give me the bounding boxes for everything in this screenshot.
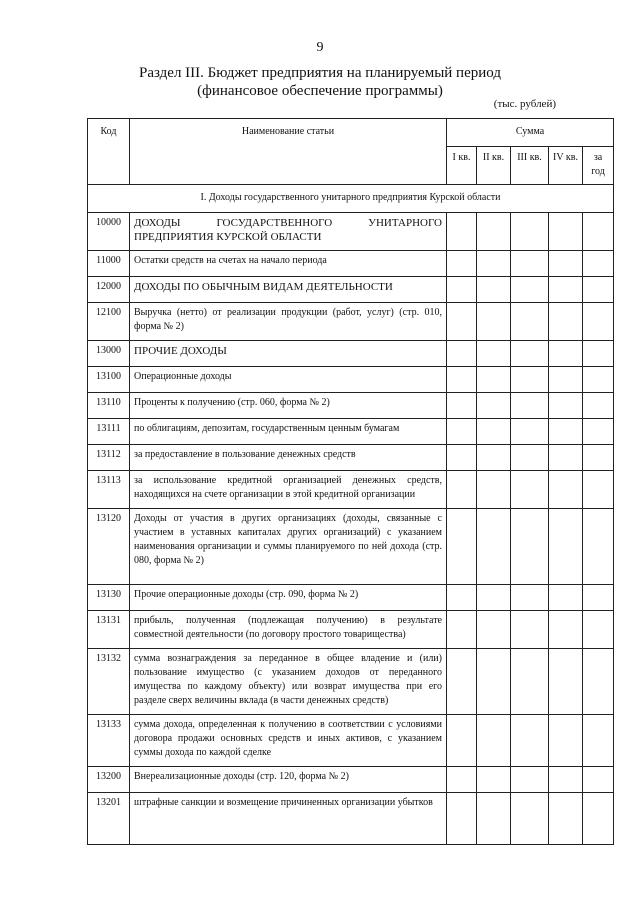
header-q4: IV кв.	[549, 147, 583, 185]
value-cell	[583, 251, 614, 277]
value-cell	[583, 793, 614, 845]
value-cell	[583, 471, 614, 509]
value-cell	[583, 213, 614, 251]
value-cell	[511, 649, 549, 715]
table-row	[88, 251, 614, 277]
value-cell	[447, 277, 477, 303]
header-year-line-1: за	[593, 152, 603, 163]
value-cell	[447, 611, 477, 649]
value-cell	[511, 585, 549, 611]
row-code: 12100	[88, 303, 130, 341]
row-name: Операционные доходы	[130, 367, 447, 393]
value-cell	[583, 277, 614, 303]
value-cell	[477, 213, 511, 251]
value-cell	[583, 767, 614, 793]
row-code: 13130	[88, 585, 130, 611]
value-cell	[511, 471, 549, 509]
value-cell	[549, 341, 583, 367]
row-name: штрафные санкции и возмещение причиненных организации убытков	[130, 793, 447, 845]
row-code: 13110	[88, 393, 130, 419]
value-cell	[583, 303, 614, 341]
value-cell	[549, 251, 583, 277]
value-cell	[447, 393, 477, 419]
row-name: Остатки средств на счетах на начало периода	[130, 251, 447, 277]
row-code: 13120	[88, 509, 130, 585]
row-name: Доходы от участия в других организациях (доходы, связанные с участием в уставных капиталах других организаций) с указанием наименования организации и суммы планируемого по ней дохода (стр. 080, форма № 2)	[130, 509, 447, 585]
units-label: (тыс. рублей)	[493, 98, 556, 110]
table-row	[88, 367, 614, 393]
table-row	[88, 393, 614, 419]
value-cell	[447, 419, 477, 445]
value-cell	[511, 213, 549, 251]
table-row	[88, 767, 614, 793]
value-cell	[549, 611, 583, 649]
value-cell	[447, 585, 477, 611]
value-cell	[447, 303, 477, 341]
value-cell	[549, 213, 583, 251]
value-cell	[447, 715, 477, 767]
table-row	[88, 213, 614, 251]
value-cell	[447, 767, 477, 793]
value-cell	[447, 341, 477, 367]
value-cell	[447, 793, 477, 845]
value-cell	[447, 251, 477, 277]
value-cell	[583, 419, 614, 445]
row-name: Прочие операционные доходы (стр. 090, форма № 2)	[130, 585, 447, 611]
row-name: ДОХОДЫ ПО ОБЫЧНЫМ ВИДАМ ДЕЯТЕЛЬНОСТИ	[130, 277, 447, 303]
header-year	[583, 147, 614, 185]
header-q1: I кв.	[447, 147, 477, 185]
row-code: 13132	[88, 649, 130, 715]
row-code: 13111	[88, 419, 130, 445]
row-name: за предоставление в пользование денежных средств	[130, 445, 447, 471]
value-cell	[477, 649, 511, 715]
row-name: ПРОЧИЕ ДОХОДЫ	[130, 341, 447, 367]
value-cell	[549, 509, 583, 585]
value-cell	[511, 341, 549, 367]
row-name: Выручка (нетто) от реализации продукции (работ, услуг) (стр. 010, форма № 2)	[130, 303, 447, 341]
row-code: 13100	[88, 367, 130, 393]
value-cell	[583, 393, 614, 419]
row-code: 13000	[88, 341, 130, 367]
value-cell	[511, 251, 549, 277]
budget-table	[87, 118, 614, 845]
value-cell	[549, 303, 583, 341]
value-cell	[477, 445, 511, 471]
row-code: 11000	[88, 251, 130, 277]
row-name: за использование кредитной организацией денежных средств, находящихся на счете организации в этой кредитной организации	[130, 471, 447, 509]
table-row	[88, 341, 614, 367]
value-cell	[583, 715, 614, 767]
value-cell	[511, 393, 549, 419]
value-cell	[477, 585, 511, 611]
header-q2: II кв.	[477, 147, 511, 185]
row-name: ДОХОДЫ ГОСУДАРСТВЕННОГО УНИТАРНОГО ПРЕДПРИЯТИЯ КУРСКОЙ ОБЛАСТИ	[130, 213, 447, 251]
value-cell	[477, 767, 511, 793]
value-cell	[477, 793, 511, 845]
table-row	[88, 445, 614, 471]
value-cell	[477, 251, 511, 277]
value-cell	[477, 341, 511, 367]
value-cell	[549, 393, 583, 419]
value-cell	[511, 277, 549, 303]
table-row	[88, 793, 614, 845]
value-cell	[511, 767, 549, 793]
value-cell	[511, 715, 549, 767]
value-cell	[549, 767, 583, 793]
value-cell	[583, 649, 614, 715]
table-row	[88, 611, 614, 649]
value-cell	[447, 445, 477, 471]
value-cell	[583, 611, 614, 649]
table-row	[88, 277, 614, 303]
value-cell	[549, 715, 583, 767]
row-code: 13112	[88, 445, 130, 471]
page-number: 9	[316, 40, 324, 55]
value-cell	[583, 509, 614, 585]
value-cell	[477, 715, 511, 767]
value-cell	[511, 445, 549, 471]
value-cell	[511, 367, 549, 393]
value-cell	[583, 367, 614, 393]
table-row	[88, 419, 614, 445]
row-name: Проценты к получению (стр. 060, форма № 2)	[130, 393, 447, 419]
row-code: 12000	[88, 277, 130, 303]
value-cell	[583, 341, 614, 367]
title-line-1: Раздел III. Бюджет предприятия на планируемый период	[139, 65, 501, 81]
row-code: 13201	[88, 793, 130, 845]
header-q3: III кв.	[511, 147, 549, 185]
title-line-2: (финансовое обеспечение программы)	[197, 83, 443, 99]
row-code: 13133	[88, 715, 130, 767]
value-cell	[549, 793, 583, 845]
value-cell	[477, 393, 511, 419]
value-cell	[583, 585, 614, 611]
row-code: 13131	[88, 611, 130, 649]
value-cell	[549, 649, 583, 715]
value-cell	[477, 509, 511, 585]
section-heading: I. Доходы государственного унитарного предприятия Курской области	[88, 185, 614, 213]
header-code: Код	[88, 119, 130, 185]
value-cell	[549, 419, 583, 445]
value-cell	[447, 367, 477, 393]
value-cell	[447, 471, 477, 509]
value-cell	[549, 277, 583, 303]
row-name: по облигациям, депозитам, государственным ценным бумагам	[130, 419, 447, 445]
value-cell	[583, 445, 614, 471]
row-name: сумма вознаграждения за переданное в общее владение и (или) пользование имущество (с указанием доходов от переданного имущества по каждому объекту) или возврат имущества при его разделе сверх величины вклада (в части денежных средств)	[130, 649, 447, 715]
value-cell	[477, 471, 511, 509]
header-year-line-2: год	[591, 166, 605, 177]
table-row	[88, 509, 614, 585]
row-code: 13113	[88, 471, 130, 509]
value-cell	[447, 649, 477, 715]
value-cell	[549, 471, 583, 509]
value-cell	[549, 585, 583, 611]
value-cell	[477, 303, 511, 341]
header-sum: Сумма	[447, 119, 614, 147]
row-code: 13200	[88, 767, 130, 793]
table-row	[88, 715, 614, 767]
value-cell	[447, 509, 477, 585]
value-cell	[477, 367, 511, 393]
value-cell	[511, 509, 549, 585]
value-cell	[477, 611, 511, 649]
row-code: 10000	[88, 213, 130, 251]
table-row	[88, 585, 614, 611]
row-name: сумма дохода, определенная к получению в соответствии с условиями договора продажи основных средств и иных активов, с указанием суммы дохода по каждой сделке	[130, 715, 447, 767]
table-row	[88, 649, 614, 715]
value-cell	[549, 445, 583, 471]
value-cell	[477, 419, 511, 445]
value-cell	[549, 367, 583, 393]
section-title	[0, 64, 640, 100]
table-row	[88, 471, 614, 509]
row-name: прибыль, полученная (подлежащая получению) в результате совместной деятельности (по договору простого товарищества)	[130, 611, 447, 649]
row-name: Внереализационные доходы (стр. 120, форма № 2)	[130, 767, 447, 793]
value-cell	[447, 213, 477, 251]
header-name: Наименование статьи	[130, 119, 447, 185]
value-cell	[511, 303, 549, 341]
value-cell	[477, 277, 511, 303]
value-cell	[511, 419, 549, 445]
value-cell	[511, 793, 549, 845]
value-cell	[511, 611, 549, 649]
table-row	[88, 303, 614, 341]
